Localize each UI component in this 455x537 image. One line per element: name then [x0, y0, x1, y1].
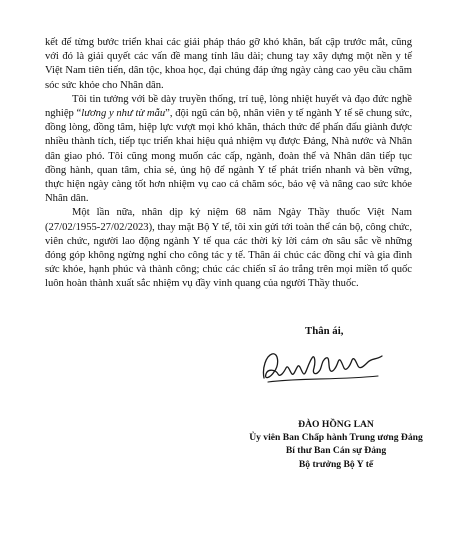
signature-stroke	[263, 354, 382, 378]
closing-salutation: Thân ái,	[305, 325, 344, 337]
quoted-phrase: lương y như từ mẫu	[81, 108, 166, 120]
letter-body	[45, 36, 412, 292]
signatory-name: ĐÀO HỒNG LAN	[298, 419, 374, 430]
handwritten-signature	[258, 338, 388, 386]
signature-block	[218, 418, 454, 471]
paragraph-2-rest: ”, đội ngũ cán bộ, nhân viên y tế ngành Y tế sẽ chung sức, đồng lòng, đồng tâm, hiệp lực vượt mọi khó khăn, thách thức để phấn đấu giành được nhiều thành tích, tiếp tục triển khai hiệu quả nhiệm vụ được Đảng, Nhà nước và Nhân dân giao phó. Tôi cũng mong muốn các cấp, ngành, đoàn thể và Nhân dân tiếp tục đồng hành, quan tâm, chia sẻ, ủng hộ để ngành Y tế phát triển nhanh và bền vững, thực hiện ngày càng tốt hơn nhiệm vụ cao cả chăm sóc, bảo vệ và nâng cao sức khỏe Nhân dân.	[45, 108, 412, 205]
paragraph-3: Một lần nữa, nhân dịp kỷ niệm 68 năm Ngày Thầy thuốc Việt Nam (27/02/1955-27/02/2023), thay mặt Bộ Y tế, tôi xin gửi tới toàn thể cán bộ, công chức, viên chức, người lao động ngành Y tế qua các thời kỳ lời cảm ơn sâu sắc về những đóng góp không ngừng nghỉ cho công tác y tế. Thân ái chúc các đồng chí và gia đình sức khỏe, hạnh phúc và thành công; chúc các chiến sĩ áo trắng trên mọi miền tổ quốc luôn hoàn thành xuất sắc nhiệm vụ đầy vinh quang của người Thầy thuốc.	[45, 207, 412, 290]
paragraph-2-lead: Tôi tin tưởng với bề dày truyền thống, trí tuệ, lòng nhiệt huyết và đạo đức nghề nghiệp “	[45, 93, 412, 120]
signature-underline	[268, 376, 378, 382]
paragraph-2	[45, 93, 412, 207]
signatory-title-1: Ủy viên Ban Chấp hành Trung ương Đảng	[249, 432, 423, 444]
signatory-title-2: Bí thư Ban Cán sự Đảng	[285, 445, 387, 457]
signatory-title-3: Bộ trưởng Bộ Y tế	[298, 458, 374, 470]
paragraph-1: kết để từng bước triển khai các giải pháp tháo gỡ khó khăn, bất cập trước mắt, cũng với đó là giải quyết các vấn đề mang tính lâu dài; chung tay xây dựng một nền y tế Việt Nam tiên tiến, dân tộc, khoa học, đại chúng đáp ứng ngày càng cao yêu cầu chăm sóc sức khỏe cho Nhân dân.	[45, 37, 412, 91]
